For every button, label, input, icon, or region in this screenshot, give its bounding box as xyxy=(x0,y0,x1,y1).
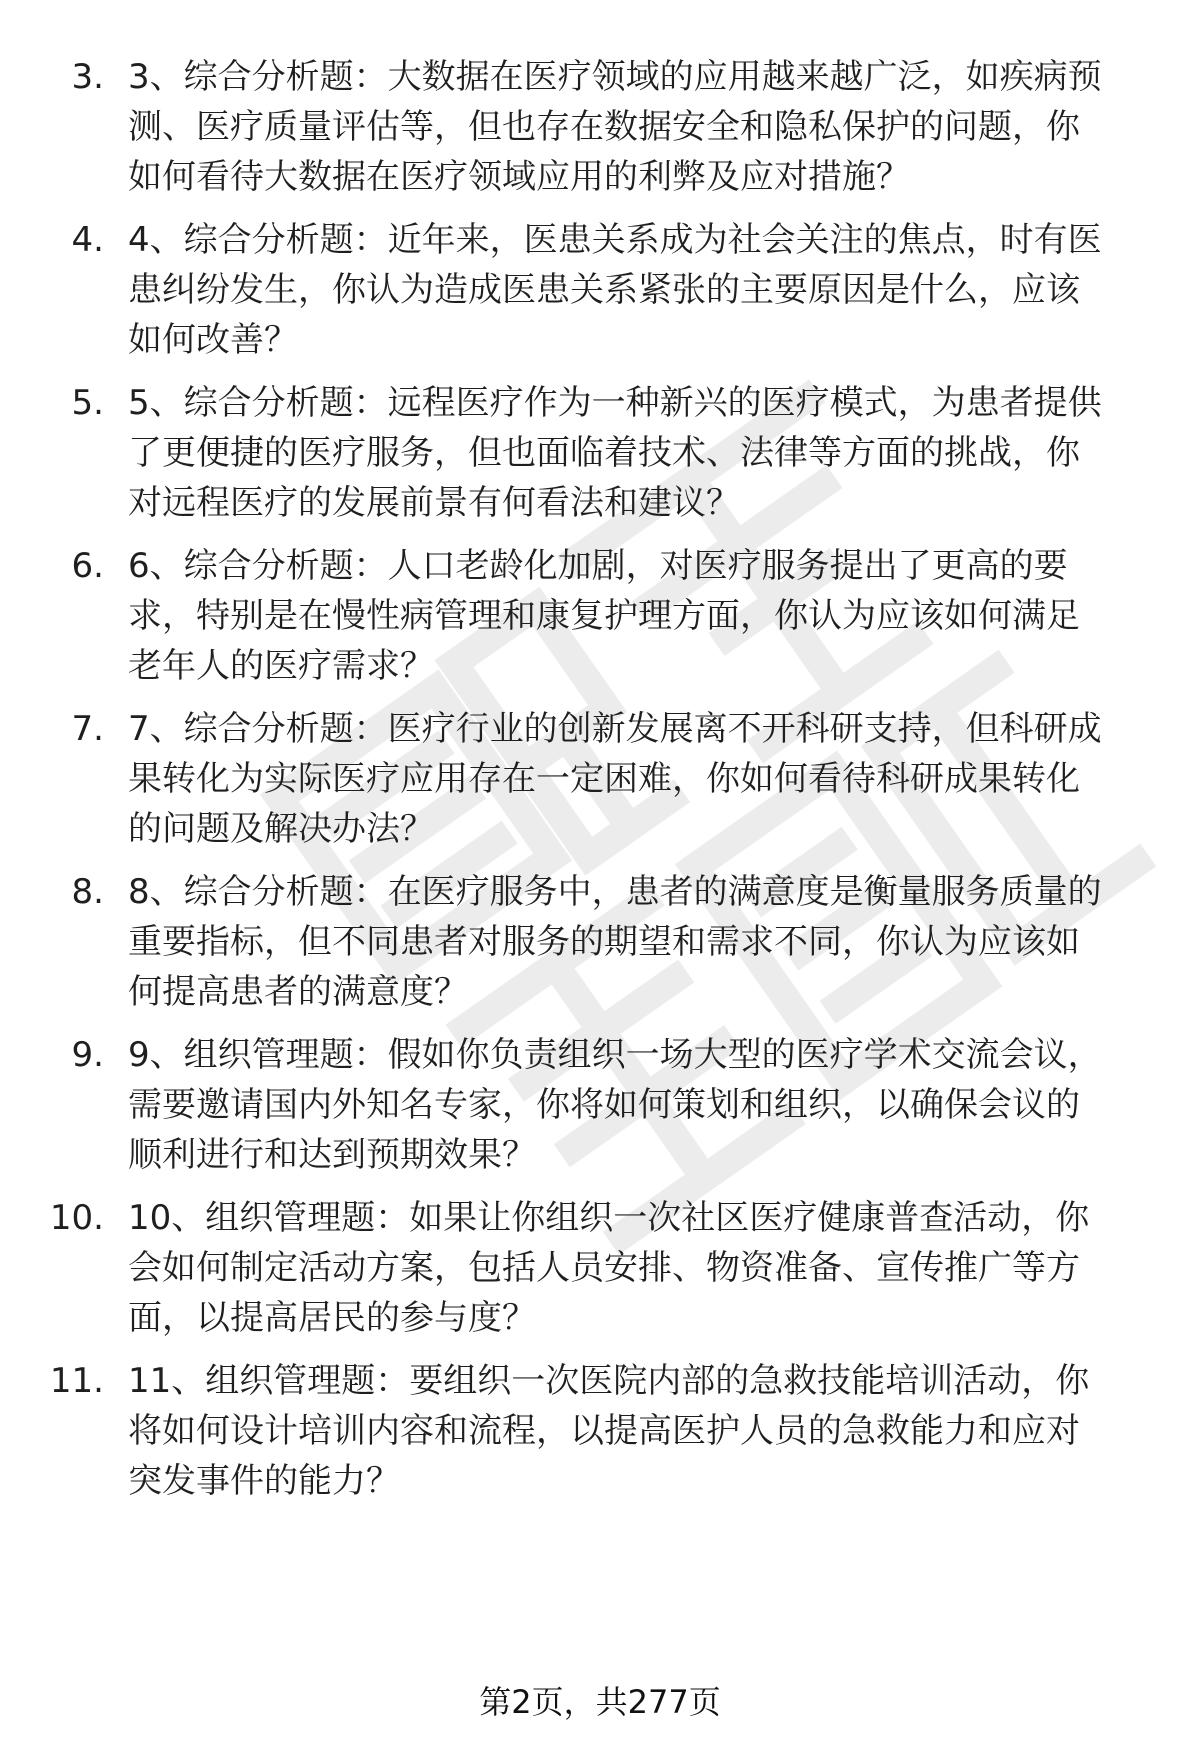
question-line: 测、医疗质量评估等，但也存在数据安全和隐私保护的问题，你 xyxy=(128,107,1080,147)
question-item-9 xyxy=(0,1030,1200,1180)
question-text xyxy=(128,541,1158,691)
question-number: 3. xyxy=(71,57,104,97)
question-text xyxy=(128,52,1158,202)
question-line: 9、组织管理题：假如你负责组织一场大型的医疗学术交流会议， xyxy=(128,1035,1102,1075)
question-item-3 xyxy=(0,52,1200,202)
question-line: 对远程医疗的发展前景有何看法和建议？ xyxy=(128,483,740,523)
question-line: 如何改善？ xyxy=(128,320,298,360)
question-item-7 xyxy=(0,704,1200,854)
question-line: 面，以提高居民的参与度？ xyxy=(128,1298,536,1338)
question-text xyxy=(128,704,1158,854)
question-line: 会如何制定活动方案，包括人员安排、物资准备、宣传推广等方 xyxy=(128,1248,1080,1288)
question-number: 7. xyxy=(71,709,104,749)
question-item-6 xyxy=(0,541,1200,691)
question-text xyxy=(128,215,1158,365)
question-line: 6、综合分析题：人口老龄化加剧，对医疗服务提出了更高的要 xyxy=(128,546,1068,586)
question-item-10 xyxy=(0,1193,1200,1343)
question-line: 的问题及解决办法？ xyxy=(128,809,434,849)
question-line: 3、综合分析题：大数据在医疗领域的应用越来越广泛，如疾病预 xyxy=(128,57,1102,97)
question-line: 4、综合分析题：近年来，医患关系成为社会关注的焦点，时有医 xyxy=(128,220,1102,260)
question-line: 需要邀请国内外知名专家，你将如何策划和组织，以确保会议的 xyxy=(128,1085,1080,1125)
question-line: 了更便捷的医疗服务，但也面临着技术、法律等方面的挑战，你 xyxy=(128,433,1080,473)
question-text xyxy=(128,1193,1158,1343)
page-footer: 第2页，共277页 xyxy=(479,1683,721,1721)
question-line: 重要指标，但不同患者对服务的期望和需求不同，你认为应该如 xyxy=(128,922,1080,962)
question-item-11 xyxy=(0,1356,1200,1506)
question-line: 7、综合分析题：医疗行业的创新发展离不开科研支持，但科研成 xyxy=(128,709,1102,749)
question-line: 如何看待大数据在医疗领域应用的利弊及应对措施？ xyxy=(128,157,910,197)
question-line: 突发事件的能力？ xyxy=(128,1461,400,1501)
question-line: 顺利进行和达到预期效果？ xyxy=(128,1135,536,1175)
question-number: 4. xyxy=(71,220,104,260)
question-number: 6. xyxy=(71,546,104,586)
question-number: 11. xyxy=(49,1361,104,1401)
question-number: 9. xyxy=(71,1035,104,1075)
question-line: 5、综合分析题：远程医疗作为一种新兴的医疗模式，为患者提供 xyxy=(128,383,1102,423)
question-text xyxy=(128,1356,1158,1506)
question-number: 5. xyxy=(71,383,104,423)
question-text xyxy=(128,1030,1158,1180)
question-text xyxy=(128,867,1158,1017)
question-line: 求，特别是在慢性病管理和康复护理方面，你认为应该如何满足 xyxy=(128,596,1080,636)
question-item-5 xyxy=(0,378,1200,528)
question-item-8 xyxy=(0,867,1200,1017)
question-text xyxy=(128,378,1158,528)
question-line: 11、组织管理题：要组织一次医院内部的急救技能培训活动，你 xyxy=(128,1361,1090,1401)
question-item-4 xyxy=(0,215,1200,365)
question-number: 8. xyxy=(71,872,104,912)
question-line: 果转化为实际医疗应用存在一定困难，你如何看待科研成果转化 xyxy=(128,759,1080,799)
question-line: 老年人的医疗需求？ xyxy=(128,646,434,686)
question-line: 10、组织管理题：如果让你组织一次社区医疗健康普查活动，你 xyxy=(128,1198,1090,1238)
question-line: 8、综合分析题：在医疗服务中，患者的满意度是衡量服务质量的 xyxy=(128,872,1102,912)
question-line: 患纠纷发生，你认为造成医患关系紧张的主要原因是什么，应该 xyxy=(128,270,1080,310)
question-line: 何提高患者的满意度？ xyxy=(128,972,468,1012)
question-number: 10. xyxy=(49,1198,104,1238)
question-line: 将如何设计培训内容和流程，以提高医护人员的急救能力和应对 xyxy=(128,1411,1080,1451)
